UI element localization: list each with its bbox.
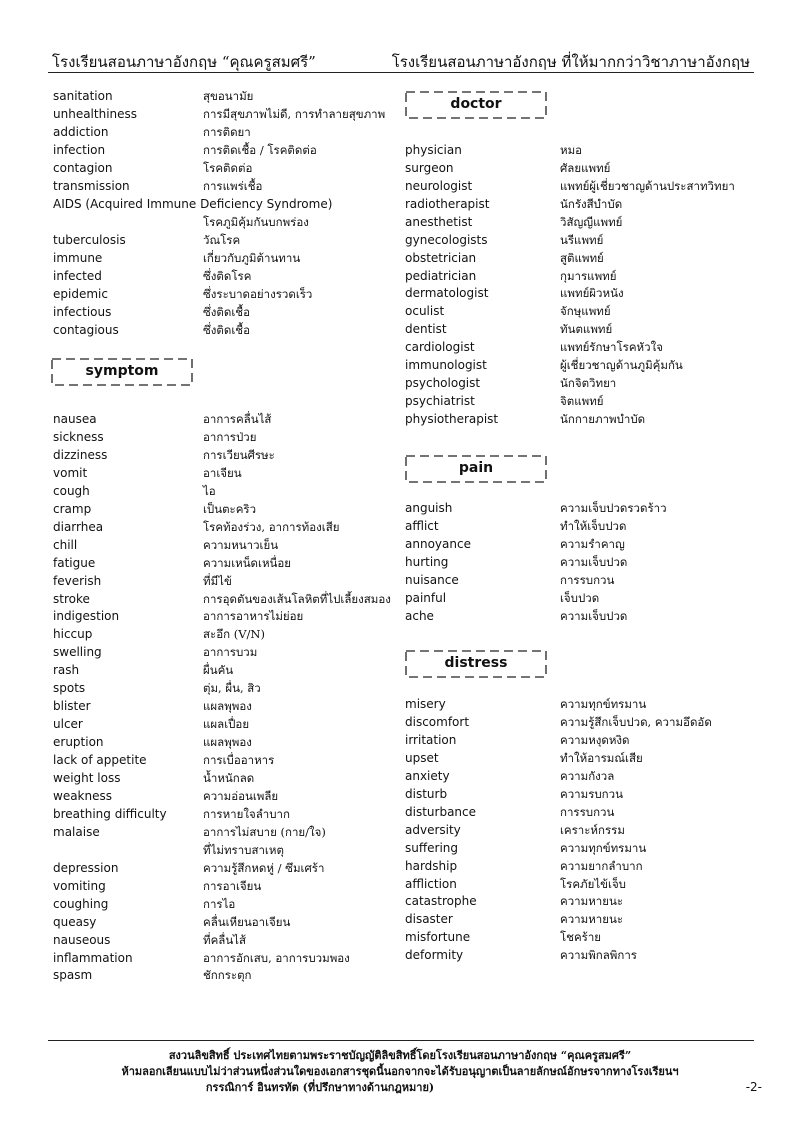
doctor-translation: จักษุแพทย์: [560, 304, 611, 319]
symptom-translation: ตุ่ม, ผื่น, สิว: [203, 681, 261, 696]
symptom-term: chill: [53, 537, 78, 552]
distress-translation: ความหายนะ: [560, 912, 624, 927]
symptom-translation: แผลเปื่อย: [203, 717, 250, 732]
health-term: infection: [53, 143, 106, 157]
doctor-translation: นักกายภาพบำบัด: [560, 411, 646, 426]
distress-term: anxiety: [405, 768, 450, 783]
distress-translation: ทำให้อารมณ์เสีย: [560, 750, 643, 765]
symptom-translation: การหายใจลำบาก: [203, 806, 290, 821]
symptom-term: breathing difficulty: [53, 806, 167, 821]
doctor-term: surgeon: [405, 160, 454, 175]
distress-term: discomfort: [405, 714, 470, 729]
distress-translation: ความหงุดหงิด: [560, 732, 630, 747]
distress-term: disaster: [405, 912, 453, 927]
symptom-term: spasm: [53, 968, 93, 983]
doctor-term: neurologist: [405, 178, 473, 193]
pain-term: ache: [405, 609, 434, 623]
health-translation: โรคติดต่อ: [203, 161, 253, 175]
symptom-translation: ความหนาวเย็น: [203, 537, 279, 552]
page-number: -2-: [745, 1080, 762, 1094]
symptom-term: nauseous: [53, 932, 111, 947]
distress-term: catastrophe: [405, 894, 477, 909]
symptom-term: blister: [53, 699, 91, 714]
symptom-translation: ชักกระตุก: [203, 968, 252, 983]
symptom-translation: ผื่นคัน: [203, 663, 234, 678]
symptom-translation: เป็นตะคริว: [203, 501, 257, 516]
symptom-translation: สะอึก (V/N): [203, 627, 265, 642]
footer-copyright: สงวนลิขสิทธิ์ ประเทศไทยตามพระราชบัญญัติลิขสิทธิ์โดยโรงเรียนสอนภาษาอังกฤษ “คุณครูสมศรี”: [168, 1049, 632, 1062]
health-translation: สุขอนามัย: [203, 89, 254, 103]
distress-translation: ความยากลำบาก: [560, 858, 643, 873]
doctor-translation: แพทย์ผิวหนัง: [560, 286, 624, 301]
symptom-translation: อาการอาหารไม่ย่อย: [203, 609, 304, 624]
doctor-translation: กุมารแพทย์: [560, 268, 617, 283]
symptom-translation: ความเหน็ดเหนื่อย: [203, 555, 292, 570]
health-term: infectious: [53, 305, 112, 319]
distress-term: hardship: [405, 858, 458, 873]
symptom-translation: ความรู้สึกหดหู่ / ซึมเศร้า: [203, 860, 325, 875]
distress-translation: ความรู้สึกเจ็บปวด, ความอึดอัด: [560, 714, 712, 729]
distress-translation: ความรบกวน: [560, 786, 623, 801]
pain-translation: การรบกวน: [560, 573, 615, 587]
pain-translation: ความเจ็บปวด: [560, 555, 628, 569]
symptom-translation: อาการคลื่นไส้: [203, 412, 272, 426]
symptom-heading-box: [51, 358, 193, 386]
doctor-translation: แพทย์รักษาโรคหัวใจ: [560, 340, 663, 355]
doctor-term: oculist: [405, 304, 445, 319]
symptom-term: inflammation: [53, 950, 133, 965]
distress-term: upset: [405, 750, 439, 765]
doctor-term: anesthetist: [405, 214, 473, 229]
symptom-translation: ที่คลื่นไส้: [203, 932, 246, 947]
distress-translation: โรคภัยไข้เจ็บ: [560, 876, 626, 891]
right-column: [405, 0, 765, 1000]
doctor-translation: ทันตแพทย์: [560, 322, 613, 337]
distress-translation: โชคร้าย: [560, 930, 602, 945]
symptom-term: queasy: [53, 914, 97, 929]
symptom-term: vomit: [53, 465, 88, 480]
distress-heading-box: [405, 650, 547, 678]
symptom-term: depression: [53, 860, 119, 875]
symptom-heading: symptom: [85, 363, 159, 379]
symptom-translation: การไอ: [203, 896, 236, 911]
health-translation: ซึ่งติดเชื้อ: [203, 323, 250, 337]
doctor-translation: ผู้เชี่ยวชาญด้านภูมิคุ้มกัน: [560, 358, 683, 373]
symptom-term: lack of appetite: [53, 753, 147, 768]
symptom-translation: อาการอักเสบ, อาการบวมพอง: [203, 950, 350, 965]
distress-term: irritation: [405, 732, 457, 747]
doctor-term: obstetrician: [405, 250, 477, 265]
symptom-term: eruption: [53, 735, 104, 750]
pain-term: afflict: [405, 519, 439, 533]
distress-term: misfortune: [405, 930, 471, 945]
doctor-translation: นรีแพทย์: [560, 232, 604, 247]
doctor-term: immunologist: [405, 358, 487, 373]
distress-term: affliction: [405, 876, 457, 891]
distress-term: disturbance: [405, 804, 477, 819]
pain-term: painful: [405, 591, 447, 605]
symptom-term: indigestion: [53, 609, 120, 624]
doctor-term: psychiatrist: [405, 394, 475, 409]
doctor-translation: นักรังสีบำบัด: [560, 196, 623, 211]
footer-warning: ห้ามลอกเลียนแบบไม่ว่าส่วนหนึ่งส่วนใดของเอกสารชุดนี้นอกจากจะได้รับอนุญาตเป็นลายลักษณ์อักษรจากทางโรงเรียนฯ: [121, 1065, 679, 1078]
symptom-translation: ความอ่อนเพลีย: [203, 788, 279, 803]
health-term: epidemic: [53, 287, 108, 301]
distress-term: deformity: [405, 948, 464, 963]
symptom-translation: ที่ไม่ทราบสาเหตุ: [203, 842, 284, 857]
pain-term: hurting: [405, 555, 449, 569]
distress-translation: ความหายนะ: [560, 894, 624, 909]
doctor-term: gynecologists: [405, 232, 488, 247]
symptom-term: hiccup: [53, 627, 93, 642]
doctor-translation: ศัลยแพทย์: [560, 160, 611, 175]
pain-translation: เจ็บปวด: [560, 591, 600, 605]
health-term: tuberculosis: [53, 233, 126, 247]
symptom-term: dizziness: [53, 447, 108, 462]
symptom-term: weakness: [53, 788, 112, 803]
symptom-translation: การอาเจียน: [203, 878, 262, 893]
distress-translation: ความทุกข์ทรมาน: [560, 697, 647, 711]
health-term: addiction: [53, 125, 109, 139]
symptom-term: rash: [53, 663, 80, 678]
pain-term: nuisance: [405, 573, 459, 587]
symptom-term: swelling: [53, 645, 102, 660]
doctor-translation: จิตแพทย์: [560, 394, 604, 409]
health-translation: การติดเชื้อ / โรคติดต่อ: [203, 143, 317, 157]
symptom-term: spots: [53, 681, 86, 696]
symptom-term: diarrhea: [53, 519, 104, 534]
symptom-term: ulcer: [53, 717, 83, 732]
header-right: โรงเรียนสอนภาษาอังกฤษ ที่ให้มากกว่าวิชาภาษาอังกฤษ: [391, 53, 750, 71]
health-term: immune: [53, 251, 103, 265]
symptom-translation: โรคท้องร่วง, อาการท้องเสีย: [203, 519, 340, 534]
distress-translation: ความกังวล: [560, 768, 615, 783]
symptom-term: cough: [53, 483, 90, 498]
doctor-translation: แพทย์ผู้เชี่ยวชาญด้านประสาทวิทยา: [560, 178, 735, 193]
doctor-term: psychologist: [405, 376, 481, 391]
symptom-translation: อาการบวม: [203, 645, 258, 660]
footer-rule: [48, 1040, 754, 1041]
symptom-term: fatigue: [53, 555, 96, 570]
distress-translation: ความทุกข์ทรมาน: [560, 840, 647, 855]
health-translation: การแพร่เชื้อ: [203, 179, 263, 193]
symptom-term: coughing: [53, 896, 109, 911]
symptom-term: stroke: [53, 591, 90, 606]
symptom-translation: การอุดตันของเส้นโลหิตที่ไปเลี้ยงสมอง: [203, 591, 391, 606]
distress-translation: เคราะห์กรรม: [560, 822, 625, 837]
pain-translation: ความรำคาญ: [560, 537, 625, 551]
pain-translation: ความเจ็บปวด: [560, 609, 628, 623]
symptom-translation: อาการป่วย: [203, 429, 257, 444]
doctor-term: pediatrician: [405, 268, 477, 283]
distress-heading: distress: [444, 655, 508, 671]
symptom-term: sickness: [53, 429, 104, 444]
symptom-translation: อาการไม่สบาย (กาย/ใจ): [203, 824, 326, 839]
distress-term: adversity: [405, 822, 461, 837]
distress-translation: การรบกวน: [560, 804, 615, 819]
health-translation: โรคภูมิคุ้มกันบกพร่อง: [203, 215, 309, 229]
pain-heading: pain: [458, 460, 494, 476]
doctor-heading: doctor: [450, 96, 502, 112]
header-left: โรงเรียนสอนภาษาอังกฤษ “คุณครูสมศรี”: [52, 53, 316, 71]
footer-legal: กรรณิการ์ อินทรทัต (ที่ปรึกษาทางด้านกฎหมาย): [205, 1081, 435, 1094]
pain-translation: ความเจ็บปวดรวดร้าว: [560, 501, 667, 515]
distress-translation: ความพิกลพิการ: [560, 948, 637, 963]
health-translation: การติดยา: [203, 125, 251, 139]
left-column: [53, 0, 403, 1000]
symptom-translation: อาเจียน: [203, 465, 242, 480]
symptom-term: feverish: [53, 573, 102, 588]
pain-term: anguish: [405, 501, 453, 515]
symptom-term: weight loss: [53, 771, 121, 785]
doctor-translation: นักจิตวิทยา: [560, 376, 617, 391]
doctor-term: physiotherapist: [405, 411, 499, 426]
health-translation: การมีสุขภาพไม่ดี, การทำลายสุขภาพ: [203, 107, 386, 121]
symptom-translation: ที่มีไข้: [203, 573, 232, 588]
pain-term: annoyance: [405, 537, 471, 551]
doctor-translation: วิสัญญีแพทย์: [560, 214, 623, 229]
symptom-term: vomiting: [53, 878, 106, 893]
doctor-term: dentist: [405, 322, 447, 337]
symptom-translation: น้ำหนักลด: [203, 771, 255, 785]
distress-term: suffering: [405, 840, 458, 855]
doctor-translation: สูติแพทย์: [560, 250, 604, 265]
health-translation: เกี่ยวกับภูมิต้านทาน: [203, 251, 301, 265]
symptom-translation: การเบื่ออาหาร: [203, 753, 275, 768]
symptom-translation: คลื่นเหียนอาเจียน: [203, 914, 291, 929]
health-term: transmission: [53, 179, 130, 193]
health-term: infected: [53, 269, 102, 283]
health-term: contagion: [53, 161, 113, 175]
health-translation: ซึ่งระบาดอย่างรวดเร็ว: [203, 287, 313, 301]
distress-term: misery: [405, 697, 446, 711]
health-term: unhealthiness: [53, 107, 138, 121]
health-translation: ซึ่งติดเชื้อ: [203, 305, 250, 319]
distress-term: disturb: [405, 786, 448, 801]
health-term: AIDS (Acquired Immune Deficiency Syndrome): [53, 197, 333, 211]
symptom-term: nausea: [53, 412, 97, 426]
symptom-translation: แผลพุพอง: [203, 735, 252, 750]
doctor-term: cardiologist: [405, 340, 475, 355]
doctor-heading-box: [405, 91, 547, 119]
doctor-translation: หมอ: [560, 143, 583, 157]
health-term: contagious: [53, 323, 119, 337]
doctor-term: dermatologist: [405, 286, 489, 301]
symptom-translation: แผลพุพอง: [203, 699, 252, 714]
doctor-term: physician: [405, 143, 462, 157]
symptom-translation: การเวียนศีรษะ: [203, 447, 275, 462]
symptom-term: cramp: [53, 501, 92, 516]
health-translation: วัณโรค: [203, 233, 241, 247]
symptom-translation: ไอ: [203, 483, 216, 498]
health-term: sanitation: [53, 89, 113, 103]
pain-translation: ทำให้เจ็บปวด: [560, 519, 627, 533]
pain-heading-box: [405, 455, 547, 483]
symptom-term: malaise: [53, 824, 100, 839]
doctor-term: radiotherapist: [405, 196, 490, 211]
health-translation: ซึ่งติดโรค: [203, 269, 252, 283]
